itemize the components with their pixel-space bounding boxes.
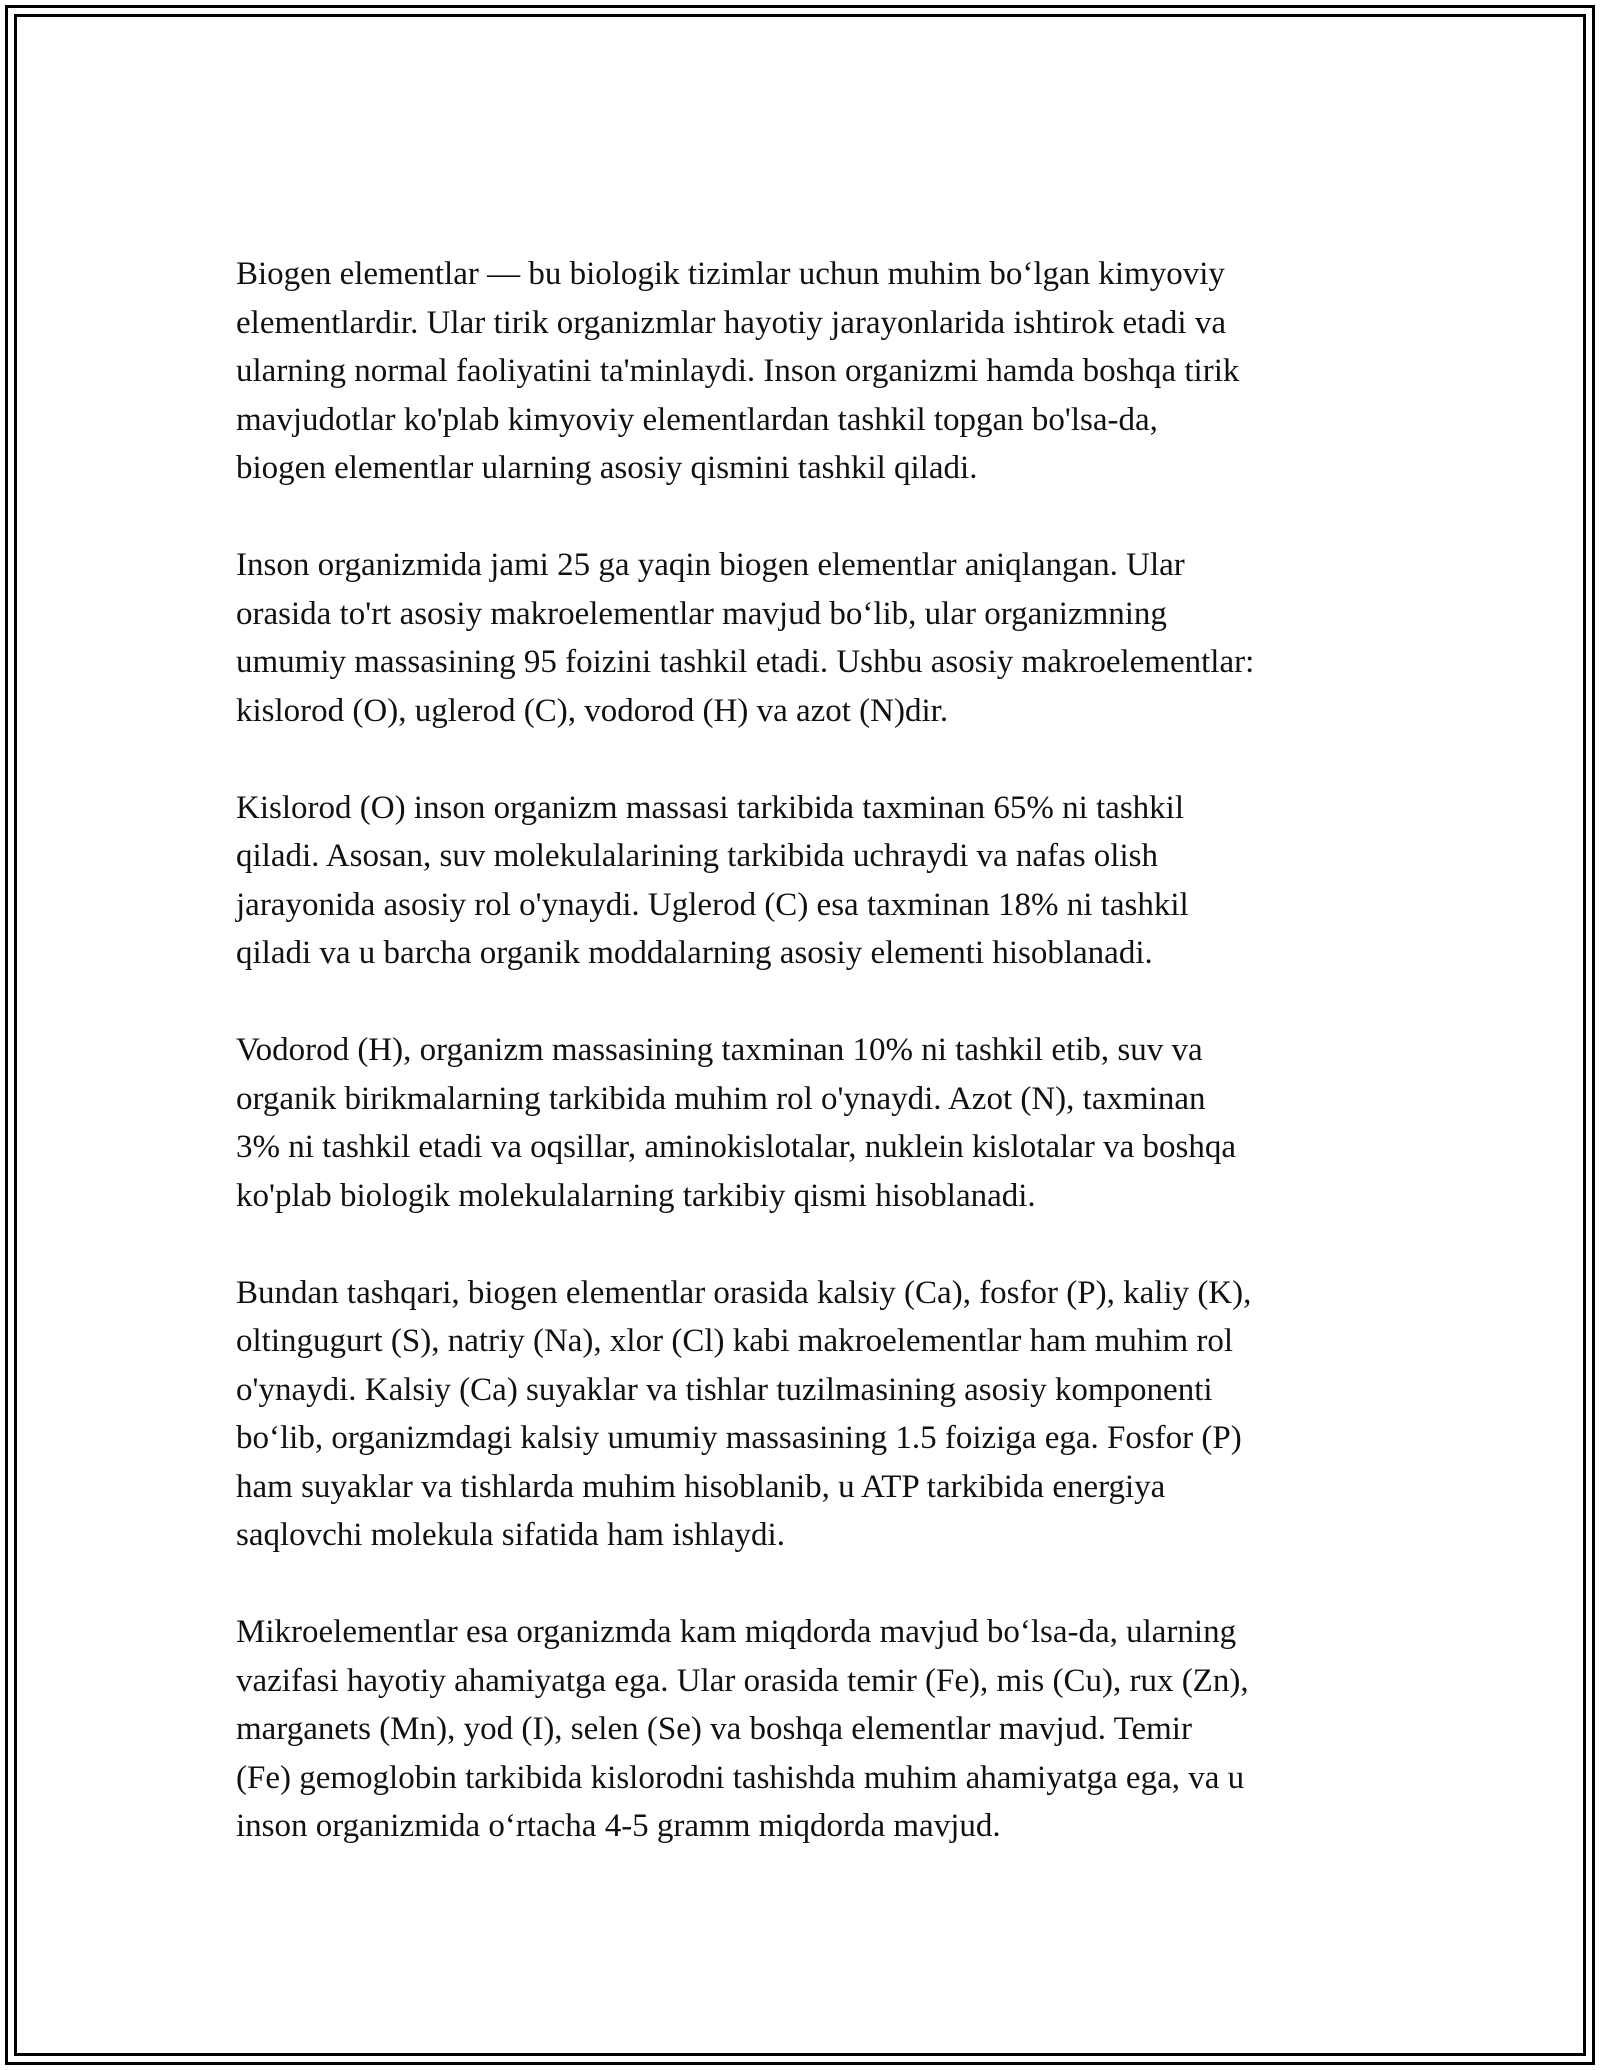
text-line: Biogen elementlar — bu biologik tizimlar uchun muhim boʻlgan kimyoviy	[236, 256, 1225, 292]
text-line: Bundan tashqari, biogen elementlar orasida kalsiy (Ca), fosfor (P), kaliy (K),	[236, 1274, 1252, 1311]
document-body	[236, 250, 1376, 1899]
text-line: Mikroelementlar esa organizmda kam miqdorda mavjud boʻlsa-da, ularning	[236, 1614, 1237, 1650]
text-line: jarayonida asosiy rol o'ynaydi. Uglerod (C) esa taxminan 18% ni tashkil	[236, 886, 1189, 923]
text-line: organik birikmalarning tarkibida muhim rol o'ynaydi. Azot (N), taxminan	[236, 1080, 1206, 1117]
text-line: Inson organizmida jami 25 ga yaqin biogen elementlar aniqlangan. Ular	[236, 547, 1185, 583]
text-line: qiladi va u barcha organik moddalarning asosiy elementi hisoblanadi.	[236, 935, 1153, 971]
text-line: 3% ni tashkil etadi va oqsillar, aminokislotalar, nuklein kislotalar va boshqa	[236, 1129, 1236, 1165]
text-line: elementlardir. Ular tirik organizmlar hayotiy jarayonlarida ishtirok etadi va	[236, 304, 1226, 341]
text-line: oltingugurt (S), natriy (Na), xlor (Cl) kabi makroelementlar ham muhim rol	[236, 1323, 1234, 1359]
text-line: vazifasi hayotiy ahamiyatga ega. Ular orasida temir (Fe), mis (Cu), rux (Zn),	[236, 1662, 1249, 1699]
text-line: umumiy massasining 95 foizini tashkil etadi. Ushbu asosiy makroelementlar:	[236, 644, 1255, 680]
paragraph-oxygen-carbon	[236, 784, 1376, 978]
text-line: saqlovchi molekula sifatida ham ishlaydi.	[236, 1517, 785, 1553]
text-line: orasida to'rt asosiy makroelementlar mavjud boʻlib, ular organizmning	[236, 595, 1167, 632]
paragraph-microelements	[236, 1608, 1376, 1851]
text-line: o'ynaydi. Kalsiy (Ca) suyaklar va tishlar tuzilmasining asosiy komponenti	[236, 1371, 1213, 1408]
paragraph-other-macroelements	[236, 1269, 1376, 1560]
paragraph-macroelements	[236, 541, 1376, 735]
text-line: qiladi. Asosan, suv molekulalarining tarkibida uchraydi va nafas olish	[236, 838, 1158, 874]
text-line: mavjudotlar ko'plab kimyoviy elementlardan tashkil topgan bo'lsa-da,	[236, 401, 1158, 438]
text-line: ham suyaklar va tishlarda muhim hisoblanib, u ATP tarkibida energiya	[236, 1468, 1166, 1505]
text-line: Vodorod (H), organizm massasining taxminan 10% ni tashkil etib, suv va	[236, 1032, 1203, 1068]
text-line: (Fe) gemoglobin tarkibida kislorodni tashishda muhim ahamiyatga ega, va u	[236, 1759, 1245, 1796]
paragraph-hydrogen-nitrogen	[236, 1026, 1376, 1220]
text-line: kislorod (O), uglerod (C), vodorod (H) va azot (N)dir.	[236, 692, 949, 729]
text-line: marganets (Mn), yod (I), selen (Se) va boshqa elementlar mavjud. Temir	[236, 1711, 1192, 1747]
paragraph-biogen-intro	[236, 250, 1376, 493]
text-line: ularning normal faoliyatini ta'minlaydi. Inson organizmi hamda boshqa tirik	[236, 353, 1240, 389]
text-line: ko'plab biologik molekulalarning tarkibiy qismi hisoblanadi.	[236, 1177, 1036, 1214]
text-line: Kislorod (O) inson organizm massasi tarkibida taxminan 65% ni tashkil	[236, 789, 1184, 826]
text-line: boʻlib, organizmdagi kalsiy umumiy massasining 1.5 foiziga ega. Fosfor (P)	[236, 1420, 1242, 1456]
text-line: inson organizmida oʻrtacha 4-5 gramm miqdorda mavjud.	[236, 1808, 1001, 1844]
text-line: biogen elementlar ularning asosiy qismini tashkil qiladi.	[236, 450, 978, 486]
